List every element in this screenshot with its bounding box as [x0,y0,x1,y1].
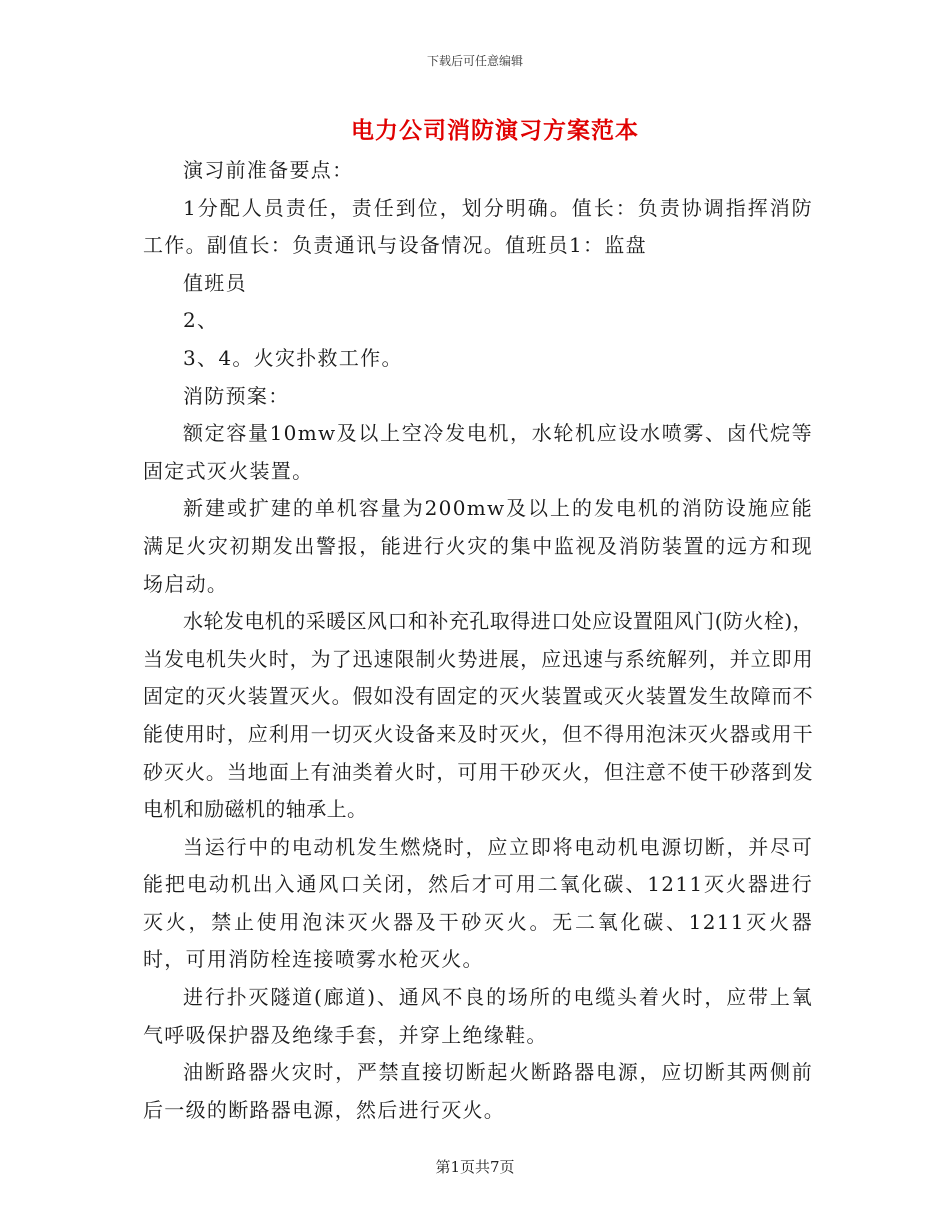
paragraph: 水轮发电机的采暖区风口和补充孔取得进口处应设置阻风门(防火栓)，当发电机失火时，为了迅速限制火势进展，应迅速与系统解列，并立即用固定的灭火装置灭火。假如没有固定的灭火装置或灭火装置发生故障而不能使用时，应利用一切灭火设备来及时灭火，但不得用泡沫灭火器或用干砂灭火。当地面上有油类着火时，可用干砂灭火，但注意不使干砂落到发电机和励磁机的轴承上。 [143,609,813,822]
page-number: 第1页共7页 [435,1158,515,1176]
paragraph: 额定容量10mw及以上空冷发电机，水轮机应设水喷雾、卤代烷等固定式灭火装置。 [143,421,813,483]
paragraph: 消防预案： [183,383,290,408]
paragraph: 演习前准备要点： [183,158,354,182]
paragraph: 1分配人员责任，责任到位，划分明确。值长：负责协调指挥消防工作。副值长：负责通讯与设备情况。值班员1：监盘 [143,195,813,258]
paragraph: 当运行中的电动机发生燃烧时，应立即将电动机电源切断，并尽可能把电动机出入通风口关闭，然后才可用二氧化碳、1211灭火器进行灭火，禁止使用泡沫灭火器及干砂灭火。无二氧化碳、1211灭火器时，可用消防栓连接喷雾水枪灭火。 [143,834,813,972]
paragraph: 3、4。火灾扑救工作。 [183,345,403,370]
document-body [143,152,813,1129]
paragraph: 进行扑灭隧道(廊道)、通风不良的场所的电缆头着火时，应带上氧气呼吸保护器及绝缘手套，并穿上绝缘鞋。 [143,985,813,1047]
paragraph: 油断路器火灾时，严禁直接切断起火断路器电源，应切断其两侧前后一级的断路器电源，然后进行灭火。 [143,1060,813,1122]
header-note: 下载后可任意编辑 [426,54,523,68]
paragraph: 值班员 [183,270,247,295]
paragraph: 新建或扩建的单机容量为200mw及以上的发电机的消防设施应能满足火灾初期发出警报，能进行火灾的集中监视及消防装置的远方和现场启动。 [143,496,813,596]
paragraph: 2、 [183,308,219,333]
document-title: 电力公司消防演习方案范本 [351,117,639,144]
